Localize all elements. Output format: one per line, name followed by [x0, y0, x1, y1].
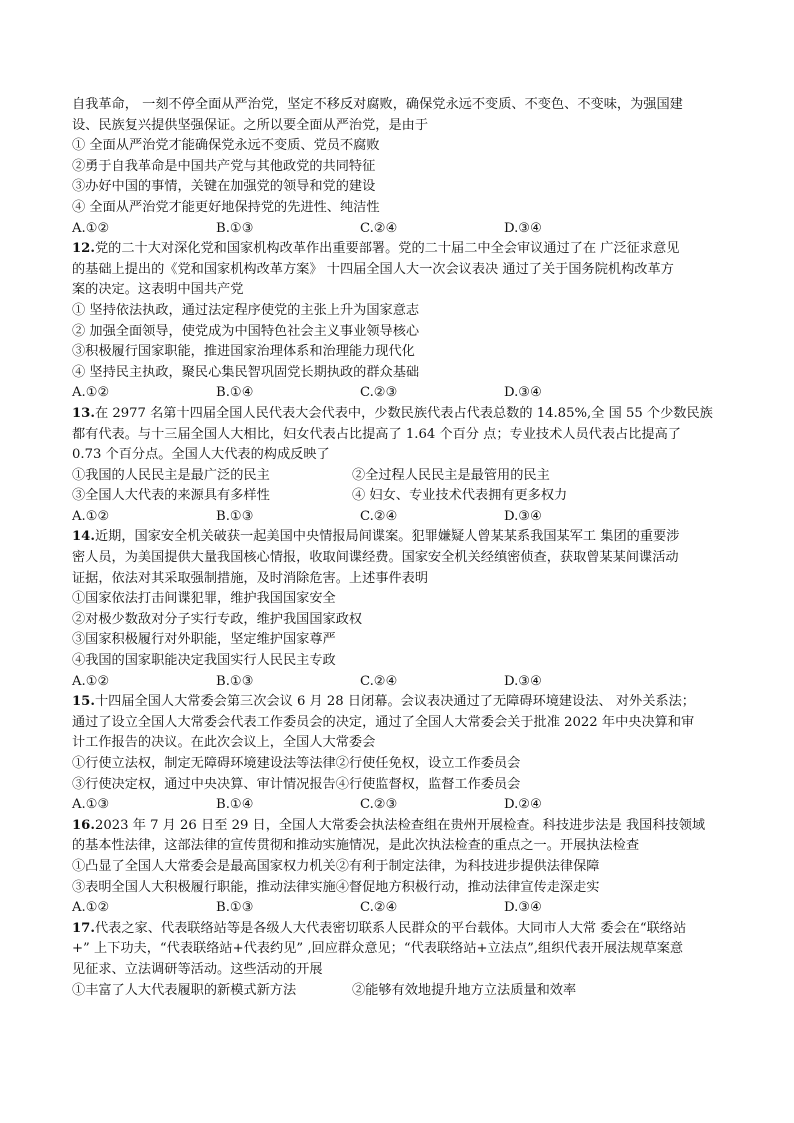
option-a: A.①②	[72, 673, 110, 689]
answer-options	[72, 672, 732, 693]
question-17	[72, 919, 732, 1001]
statement-item: ①丰富了人大代表履职的新模式新方法	[72, 982, 297, 998]
question-text-line: 12.党的二十大对深化党和国家机构改革作出重要部署。党的二十届二中全会审议通过了在 广泛征求意见	[72, 241, 680, 257]
option-d: D.②④	[504, 797, 542, 813]
option-b: B.①③	[216, 220, 254, 236]
question-text-line: 自我革命， 一刻不停全面从严治党，坚定不移反对腐败，确保党永远不变质、不变色、不变味，为强国建	[72, 97, 683, 112]
question-text-line: +” 上下功夫，“代表联络站+代表约见” ,回应群众意见；“代表联络站+立法点”,组织代表开展法规草案意	[72, 941, 684, 957]
statement-item: ①凸显了全国人大常委会是最高国家权力机关②有利于制定法律，为科技进步提供法律保障	[72, 858, 600, 874]
question-number: 12.	[72, 241, 95, 257]
option-a: A.①③	[72, 797, 110, 813]
answer-options	[72, 795, 732, 816]
statement-item: ②全过程人民民主是最管用的民主	[352, 467, 550, 483]
option-d: D.③④	[504, 508, 542, 524]
statement-item: ③办好中国的事情，关键在加强党的领导和党的建设	[72, 179, 376, 195]
question-text-line: 证据，依法对其采取强制措施，及时消除危害。上述事件表明	[72, 570, 429, 586]
option-d: D.③④	[504, 900, 542, 916]
option-b: B.①③	[216, 900, 254, 916]
statement-item: ④ 全面从严治党才能更好地保持党的先进性、纯洁性	[72, 199, 380, 215]
question-number: 13.	[72, 405, 95, 421]
statement-item: ① 全面从严治党才能确保党永远不变质、党员不腐败	[72, 138, 380, 154]
question-text-line: 0.73 个百分点。全国人大代表的构成反映了	[72, 447, 330, 463]
statement-item: ①国家依法打击间谍犯罪，维护我国国家安全	[72, 591, 336, 607]
question-text-line: 14.近期，国家安全机关破获一起美国中央情报局间谍案。犯罪嫌疑人曾某某系我国某军工 集团的重要涉	[72, 529, 680, 545]
statement-pair	[72, 466, 732, 487]
question-text-line: 17.代表之家、代表联络站等是各级人大代表密切联系人民群众的平台载体。大同市人大常 委会在“联络站	[72, 920, 687, 936]
question-12	[72, 239, 732, 404]
option-c: C.②④	[360, 673, 398, 689]
statement-item: ①我国的人民民主是最广泛的民主	[72, 467, 270, 483]
question-text-line: 13.在 2977 名第十四届全国人民代表大会代表中，少数民族代表占代表总数的 14.85%,全 国 55 个少数民族	[72, 405, 713, 421]
statement-pair	[72, 981, 732, 1002]
statement-item: ④我国的国家职能决定我国实行人民民主专政	[72, 653, 336, 669]
option-d: D.③④	[504, 220, 542, 236]
question-text-line: 都有代表。与十三届全国人大相比，妇女代表占比提高了 1.64 个百分 点；专业技术人员代表占比提高了	[72, 426, 681, 442]
option-d: D.③④	[504, 385, 542, 401]
statement-item: ① 坚持依法执政，通过法定程序使党的主张上升为国家意志	[72, 302, 420, 318]
answer-options	[72, 383, 732, 404]
question-text-line: 通过了设立全国人大常委会代表工作委员会的决定，通过了全国人大常委会关于批准 2022 年中央决算和审	[72, 714, 695, 730]
question-text-line: 的基础上提出的《党和国家机构改革方案》 十四届全国人大一次会议表决 通过了关于国务院机构改革方	[72, 261, 674, 277]
statement-item: ②能够有效地提升地方立法质量和效率	[352, 982, 577, 998]
option-a: A.①②	[72, 508, 110, 524]
statement-item: ④ 妇女、专业技术代表拥有更多权力	[352, 488, 568, 504]
question-text-line: 设、民族复兴提供坚强保证。之所以要全面从严治党，是由于	[72, 117, 429, 133]
question-14	[72, 527, 732, 692]
option-c: C.②④	[360, 508, 398, 524]
question-text-line: 见征求、立法调研等活动。这些活动的开展	[72, 961, 323, 977]
question-13	[72, 404, 732, 528]
option-b: B.①④	[216, 797, 254, 813]
option-a: A.①②	[72, 220, 110, 236]
option-d: D.③④	[504, 673, 542, 689]
option-c: C.②④	[360, 220, 398, 236]
option-a: A.①②	[72, 385, 110, 401]
question-text-line: 16.2023 年 7 月 26 日至 29 日，全国人大常委会执法检查组在贵州开展检查。科技进步法是 我国科技领域	[72, 817, 706, 833]
question-11	[72, 95, 732, 239]
exam-page	[72, 95, 732, 1001]
question-number: 14.	[72, 529, 95, 545]
option-c: C.②③	[360, 385, 398, 401]
statement-item: ②对极少数敌对分子实行专政，维护我国国家政权	[72, 611, 363, 627]
statement-item: ③积极履行国家职能，推进国家治理体系和治理能力现代化	[72, 344, 415, 360]
option-b: B.①③	[216, 673, 254, 689]
statement-item: ②勇于自我革命是中国共产党与其他政党的共同特征	[72, 158, 376, 174]
question-text-line: 案的决定。这表明中国共产党	[72, 282, 244, 298]
question-number: 17.	[72, 920, 95, 936]
statement-item: ③行使决定权，通过中央决算、审计情况报告④行使监督权，监督工作委员会	[72, 776, 521, 792]
question-text-line: 的基本性法律，这部法律的宣传贯彻和推动实施情况，是此次执法检查的重点之一。开展执法检查	[72, 838, 640, 854]
answer-options	[72, 898, 732, 919]
option-c: C.②④	[360, 900, 398, 916]
question-text-line: 计工作报告的决议。在此次会议上，全国人大常委会	[72, 735, 376, 751]
statement-pair	[72, 486, 732, 507]
answer-options	[72, 219, 732, 240]
question-text-line: 密人员，为美国提供大量我国核心情报，收取间谍经费。国家安全机关经缜密侦查，获取曾某某间谍活动	[72, 550, 679, 566]
statement-item: ② 加强全面领导，使党成为中国特色社会主义事业领导核心	[72, 323, 420, 339]
statement-item: ①行使立法权，制定无障碍环境建设法等法律②行使任免权，设立工作委员会	[72, 756, 521, 771]
statement-item: ③表明全国人大积极履行职能，推动法律实施④督促地方积极行动，推动法律宣传走深走实	[72, 879, 600, 895]
option-c: C.②③	[360, 797, 398, 813]
question-15	[72, 692, 732, 816]
statement-item: ③国家积极履行对外职能，坚定维护国家尊严	[72, 632, 336, 648]
question-number: 16.	[72, 817, 95, 833]
question-text-line: 15.十四届全国人大常委会第三次会议 6 月 28 日闭幕。会议表决通过了无障碍环境建设法、 对外关系法；	[72, 694, 695, 710]
option-b: B.①③	[216, 508, 254, 524]
answer-options	[72, 507, 732, 528]
question-number: 15.	[72, 694, 95, 710]
option-a: A.①②	[72, 900, 110, 916]
option-b: B.①④	[216, 385, 254, 401]
statement-item: ③全国人大代表的来源具有多样性	[72, 488, 270, 504]
statement-item: ④ 坚持民主执政，聚民心集民智巩固党长期执政的群众基础	[72, 364, 420, 380]
question-16	[72, 816, 732, 919]
